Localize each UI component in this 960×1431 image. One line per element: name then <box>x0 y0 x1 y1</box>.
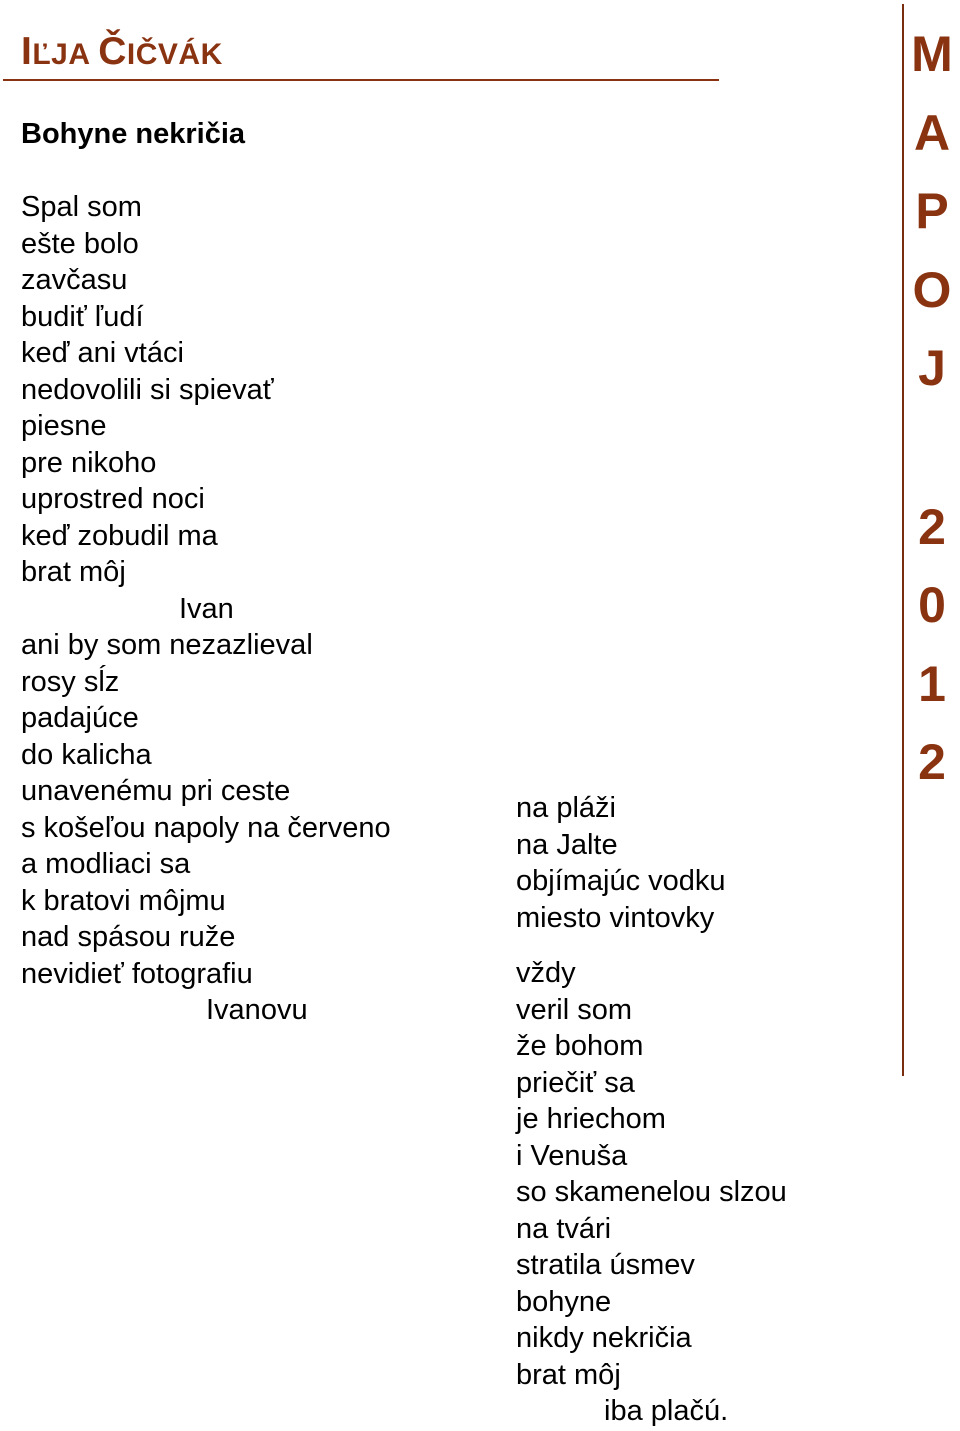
poem-line: je hriechom <box>516 1103 666 1135</box>
sidebar-letter: 1 <box>918 655 946 712</box>
poem-line-indented: Ivan <box>179 592 234 625</box>
poem-line: ani by som nezazlieval <box>21 629 313 661</box>
poem-line: brat môj <box>21 556 126 588</box>
sidebar-letter: O <box>912 261 952 318</box>
poem-line: nad spásou ruže <box>21 921 236 953</box>
poem-line: Spal som <box>21 191 142 223</box>
sidebar-letter: 0 <box>918 577 946 633</box>
sidebar-letter: J <box>918 340 946 396</box>
poem-left-column <box>21 189 391 1029</box>
sidebar-spacer <box>904 417 960 497</box>
poem-line: padajúce <box>21 702 139 734</box>
poem-right-column <box>516 790 787 1430</box>
author-initial-last: Č <box>98 30 127 73</box>
poem-line: piesne <box>21 410 107 442</box>
poem-line: do kalicha <box>21 738 152 771</box>
poem-line: na pláži <box>516 792 616 824</box>
poem-line-indented: iba plačú. <box>604 1395 729 1427</box>
poem-line: ešte bolo <box>21 227 139 260</box>
poem-line: veril som <box>516 993 633 1026</box>
poem-line: že bohom <box>516 1030 644 1062</box>
poem-line: miesto vintovky <box>516 901 715 934</box>
poem-line-indented: Ivanovu <box>206 994 308 1026</box>
poem-line: unavenému pri ceste <box>21 775 291 807</box>
sidebar-letter: A <box>913 104 951 161</box>
poem-line: uprostred noci <box>21 483 205 515</box>
poem-line: keď zobudil ma <box>21 519 218 552</box>
poem-line: na Jalte <box>516 828 618 861</box>
poem-line: nikdy nekričia <box>516 1322 692 1354</box>
poem-line: brat môj <box>516 1358 621 1391</box>
author-name <box>21 30 223 77</box>
sidebar-letter: 2 <box>918 734 946 790</box>
poem-line: s košeľou napoly na červeno <box>21 811 391 844</box>
poem-line: budiť ľudí <box>21 300 144 333</box>
author-initial-first: I <box>21 30 33 73</box>
sidebar-letter: M <box>911 26 953 82</box>
header-rule <box>3 79 719 81</box>
author-last-name-rest: IČVÁK <box>126 38 223 71</box>
sidebar-vertical-title <box>904 24 960 811</box>
poem-line: na tvári <box>516 1212 612 1245</box>
poem-line: stratila úsmev <box>516 1249 695 1281</box>
author-first-name-rest: ĽJA <box>32 38 99 71</box>
sidebar-letter: 2 <box>918 498 946 555</box>
poem-line: k bratovi môjmu <box>21 884 226 917</box>
poem-line: nedovolili si spievať <box>21 373 274 406</box>
poem-line: objímajúc vodku <box>516 865 726 897</box>
sidebar-letter: P <box>915 183 949 239</box>
poem-line: pre nikoho <box>21 446 157 479</box>
poem-line: i Venuša <box>516 1139 628 1172</box>
poem-line: zavčasu <box>21 264 128 296</box>
poem-line: so skamenelou slzou <box>516 1176 787 1208</box>
poem-line: rosy sĺz <box>21 665 120 698</box>
poem-title: Bohyne nekričia <box>21 118 246 150</box>
poem-line: bohyne <box>516 1285 612 1318</box>
poem-line: priečiť sa <box>516 1066 635 1099</box>
poem-line: keď ani vtáci <box>21 337 184 369</box>
poem-line: vždy <box>516 957 576 989</box>
poem-line: a modliaci sa <box>21 848 191 880</box>
poem-line: nevidieť fotografiu <box>21 957 253 990</box>
